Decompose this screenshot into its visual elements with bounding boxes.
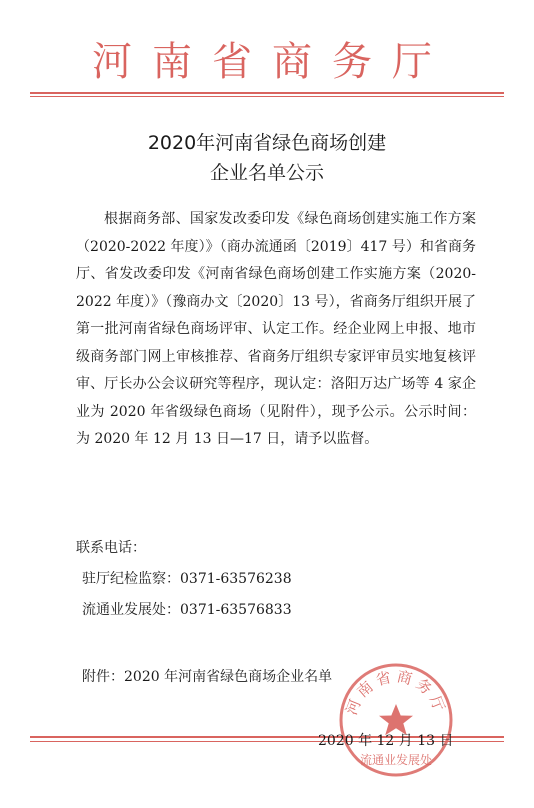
contact-line-2: 流通业发展处：0371-63576833 [82,602,292,618]
official-seal [336,660,456,780]
title-line-2: 企业名单公示 [209,162,324,184]
title-line-1: 2020年河南省绿色商场创建 [147,132,387,154]
svg-text:流通业发展处: 流通业发展处 [359,753,433,767]
header-rule [30,92,504,94]
contact-label: 联系电话： [76,540,146,556]
issue-date: 2020 年 12 月 13 日 [318,733,454,749]
header-rule-thin [30,96,504,97]
svg-text:河南省商务厅: 河南省商务厅 [342,667,450,718]
document-title [0,128,534,188]
attachment-note: 附件：2020 年河南省绿色商场企业名单 [82,669,333,685]
letterhead: 河南省商务厅 [92,39,452,85]
contact-line-1: 驻厅纪检监察：0371-63576238 [82,571,292,587]
body-paragraph: 根据商务部、国家发改委印发《绿色商场创建实施工作方案（2020-2022 年度）》（商办流通函〔2019〕417 号）和省商务厅、省发改委印发《河南省绿色商场创建工作实施方案（2020-2022 年度）》（豫商办文〔2020〕13 号），省商务厅组织开展了第一批河南省绿色商场评审、认定工作。经企业网上申报、地市级商务部门网上审核推荐、省商务厅组织专家评审员实地复核评审、厅长办公会议研究等程序，现认定：洛阳万达广场等 4 家企业为 2020 年省级绿色商场（见附件），现予公示。公示时间：为 2020 年 12 月 13 日—17 日，请予以监督。 [76,211,476,447]
